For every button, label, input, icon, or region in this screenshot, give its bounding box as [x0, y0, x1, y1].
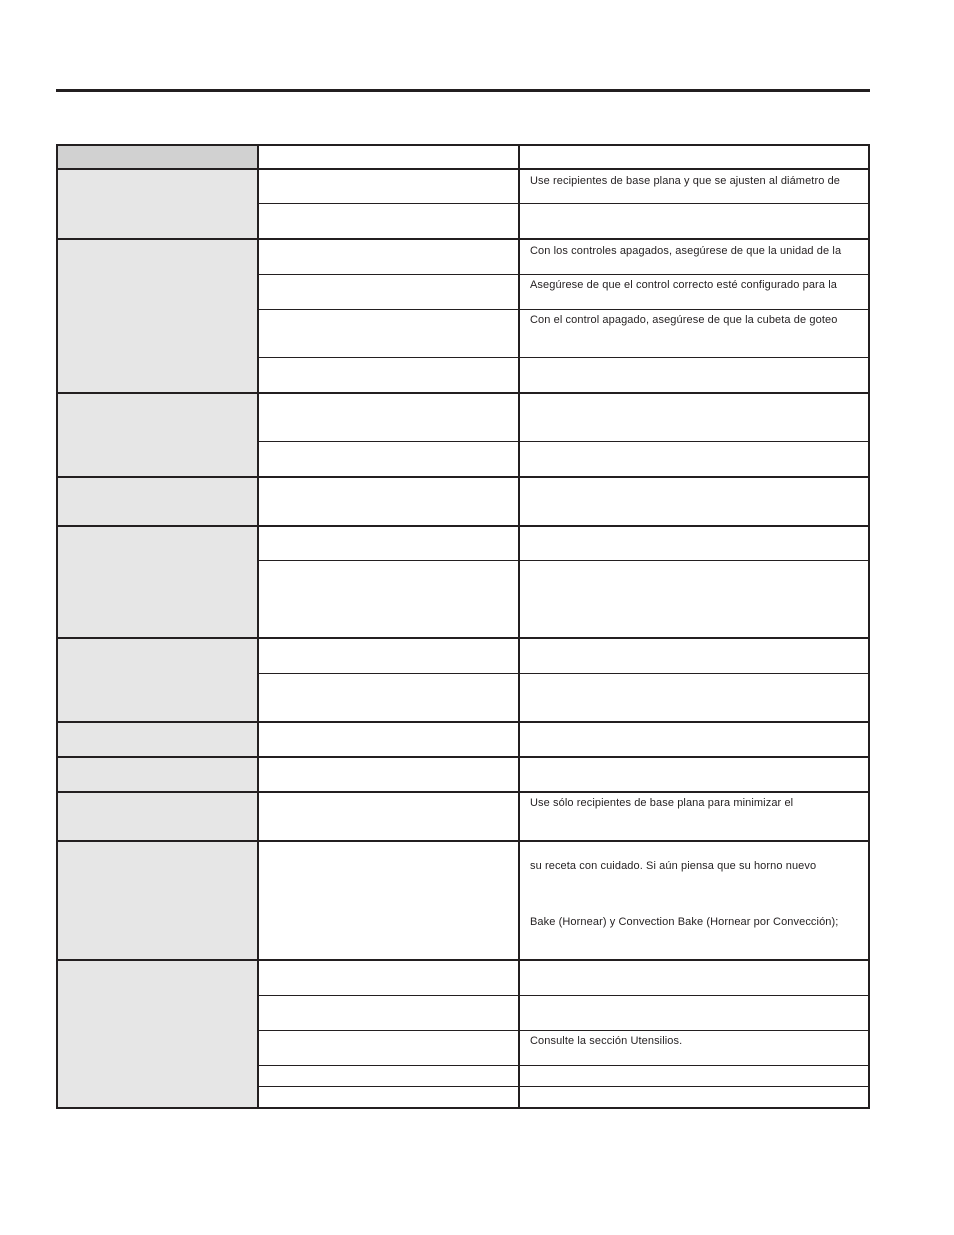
- solution-text: Con el control apagado, asegúrese de que la cubeta de goteo: [530, 314, 838, 326]
- solution-text: Asegúrese de que el control correcto esté configurado para la: [530, 279, 837, 291]
- table-border-right: [868, 144, 870, 1109]
- subrow-divider: [258, 441, 868, 442]
- subrow-divider: [258, 309, 868, 310]
- solution-text: Use recipientes de base plana y que se ajusten al diámetro de: [530, 175, 841, 187]
- solution-text: Con los controles apagados, asegúrese de que la unidad de la: [530, 245, 842, 257]
- column-divider-1: [257, 144, 259, 1109]
- problem-cell-4: [56, 477, 258, 526]
- row-divider: [56, 721, 870, 723]
- problem-cell-10: [56, 841, 258, 960]
- header-rule: [56, 89, 870, 92]
- solution-text: Use sólo recipientes de base plana para minimizar el: [530, 797, 794, 809]
- problem-cell-6: [56, 638, 258, 722]
- subrow-divider: [258, 560, 868, 561]
- subrow-divider: [258, 203, 868, 204]
- subrow-divider: [258, 1065, 868, 1066]
- problem-cell-7: [56, 722, 258, 757]
- table-border-bottom: [56, 1107, 870, 1109]
- row-divider: [56, 637, 870, 639]
- row-divider: [56, 840, 870, 842]
- problem-cell-2: [56, 239, 258, 393]
- row-divider: [56, 525, 870, 527]
- row-divider: [56, 476, 870, 478]
- row-divider: [56, 959, 870, 961]
- row-divider: [56, 168, 870, 170]
- subrow-divider: [258, 995, 868, 996]
- subrow-divider: [258, 1086, 868, 1087]
- problem-cell-11: [56, 960, 258, 1109]
- subrow-divider: [258, 673, 868, 674]
- solution-text: Consulte la sección Utensilios.: [530, 1035, 683, 1047]
- subrow-divider: [258, 274, 868, 275]
- subrow-divider: [258, 357, 868, 358]
- problem-cell-8: [56, 757, 258, 792]
- table-border-left: [56, 144, 58, 1109]
- problem-cell-1: [56, 169, 258, 239]
- subrow-divider: [258, 1030, 868, 1031]
- header-cell-problem: [56, 144, 258, 169]
- row-divider: [56, 392, 870, 394]
- solution-text: su receta con cuidado. Si aún piensa que su horno nuevo: [530, 860, 817, 872]
- row-divider: [56, 791, 870, 793]
- solution-text: Bake (Hornear) y Convection Bake (Hornear por Convección);: [530, 916, 839, 928]
- troubleshooting-table: [56, 144, 870, 1109]
- problem-cell-3: [56, 393, 258, 477]
- table-border-top: [56, 144, 870, 146]
- row-divider: [56, 238, 870, 240]
- column-divider-2: [518, 144, 520, 1109]
- problem-cell-9: [56, 792, 258, 841]
- problem-cell-5: [56, 526, 258, 638]
- row-divider: [56, 756, 870, 758]
